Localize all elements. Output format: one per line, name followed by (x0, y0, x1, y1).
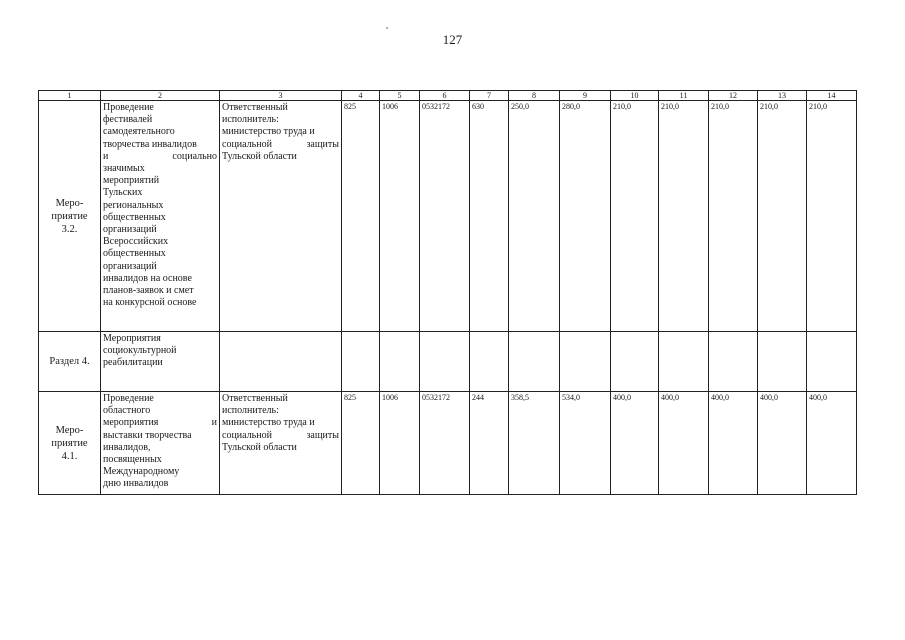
value-cell (380, 332, 420, 392)
row-label-line: Меро- (55, 424, 84, 436)
value-cell: 358,5 (509, 392, 560, 495)
executor-cell (220, 101, 342, 332)
row-label-line: 3.2. (61, 223, 78, 235)
value-cell (758, 332, 807, 392)
description-line: самодеятельного (103, 126, 175, 138)
column-number: 12 (709, 91, 758, 101)
executor-cell (220, 392, 342, 495)
value-cell (659, 332, 709, 392)
value-cell: 244 (470, 392, 509, 495)
column-number: 3 (220, 91, 342, 101)
description-line: мероприятий (103, 175, 160, 187)
description-line: планов-заявок и смет (103, 285, 194, 297)
description-cell (101, 392, 220, 495)
description-line: мероприятия и (103, 417, 217, 429)
description-line: фестивалей (103, 114, 153, 126)
executor-line: социальной защиты (222, 138, 339, 150)
description-line: Международному (103, 466, 180, 478)
description-line: организаций (103, 260, 157, 272)
executor-line: Тульской области (222, 150, 297, 162)
description-line: общественных (103, 211, 166, 223)
value-cell (709, 332, 758, 392)
column-number: 9 (560, 91, 611, 101)
description-line: реабилитации (103, 357, 163, 369)
description-line: инвалидов на основе (103, 272, 192, 284)
executor-line: Ответственный (222, 393, 288, 404)
value-cell (342, 332, 380, 392)
column-number: 10 (611, 91, 659, 101)
value-cell: 0532172 (420, 101, 470, 332)
row-label-line: приятие (51, 210, 88, 222)
page-number: 127 (442, 32, 463, 47)
description-line: Мероприятия (103, 333, 161, 344)
row-label-line: Раздел 4. (49, 356, 90, 367)
row-label-cell (39, 332, 101, 392)
column-number: 2 (101, 91, 220, 101)
description-line: дню инвалидов (103, 478, 169, 490)
column-number-row (39, 91, 857, 101)
value-cell: 400,0 (611, 392, 659, 495)
description-line: региональных (103, 199, 164, 211)
value-cell: 400,0 (709, 392, 758, 495)
value-cell: 825 (342, 101, 380, 332)
description-cell (101, 101, 220, 332)
description-line: посвященных (103, 454, 162, 466)
description-line: Проведение (103, 102, 154, 113)
description-line: на конкурсной основе (103, 297, 197, 309)
value-cell: 400,0 (807, 392, 857, 495)
value-cell: 250,0 (509, 101, 560, 332)
table-row (39, 101, 857, 332)
description-line: Всероссийских (103, 236, 169, 248)
value-cell (509, 332, 560, 392)
value-cell: 210,0 (709, 101, 758, 332)
executor-line: Тульской области (222, 441, 297, 453)
row-label-line: Меро- (55, 197, 84, 209)
description-line: выставки творчества (103, 429, 192, 441)
value-cell: 534,0 (560, 392, 611, 495)
column-number: 1 (39, 91, 101, 101)
executor-line: социальной защиты (222, 429, 339, 441)
description-line: Проведение (103, 393, 154, 404)
description-line: творчества инвалидов (103, 138, 197, 150)
description-line: инвалидов, (103, 441, 151, 453)
value-cell (807, 332, 857, 392)
executor-line: Ответственный (222, 102, 288, 113)
description-line: областного (103, 405, 151, 417)
row-label-cell (39, 101, 101, 332)
executor-line: министерство труда и (222, 126, 315, 138)
column-number: 14 (807, 91, 857, 101)
description-line: Тульских (103, 187, 143, 199)
description-cell (101, 332, 220, 392)
value-cell: 0532172 (420, 392, 470, 495)
value-cell: 825 (342, 392, 380, 495)
description-line: значимых (103, 163, 145, 175)
column-number: 7 (470, 91, 509, 101)
description-line: и социально (103, 150, 217, 162)
description-line: социокультурной (103, 345, 177, 357)
value-cell: 400,0 (758, 392, 807, 495)
row-label-line: приятие (51, 437, 88, 449)
column-number: 6 (420, 91, 470, 101)
value-cell: 210,0 (659, 101, 709, 332)
value-cell: 210,0 (611, 101, 659, 332)
executor-cell (220, 332, 342, 392)
scan-speck (386, 27, 388, 29)
description-line: организаций (103, 224, 157, 236)
table-row (39, 392, 857, 495)
column-number: 4 (342, 91, 380, 101)
executor-line: исполнитель: (222, 114, 279, 126)
column-number: 11 (659, 91, 709, 101)
activity-plan-table (38, 90, 857, 495)
executor-line: министерство труда и (222, 417, 315, 429)
table-row (39, 332, 857, 392)
value-cell: 630 (470, 101, 509, 332)
value-cell (420, 332, 470, 392)
value-cell: 1006 (380, 101, 420, 332)
executor-line: исполнитель: (222, 405, 279, 417)
column-number: 5 (380, 91, 420, 101)
value-cell: 280,0 (560, 101, 611, 332)
value-cell: 1006 (380, 392, 420, 495)
row-label-line: 4.1. (61, 450, 78, 462)
value-cell (611, 332, 659, 392)
value-cell: 400,0 (659, 392, 709, 495)
row-label-cell (39, 392, 101, 495)
value-cell: 210,0 (807, 101, 857, 332)
description-line: общественных (103, 248, 166, 260)
column-number: 8 (509, 91, 560, 101)
value-cell (470, 332, 509, 392)
value-cell: 210,0 (758, 101, 807, 332)
value-cell (560, 332, 611, 392)
column-number: 13 (758, 91, 807, 101)
